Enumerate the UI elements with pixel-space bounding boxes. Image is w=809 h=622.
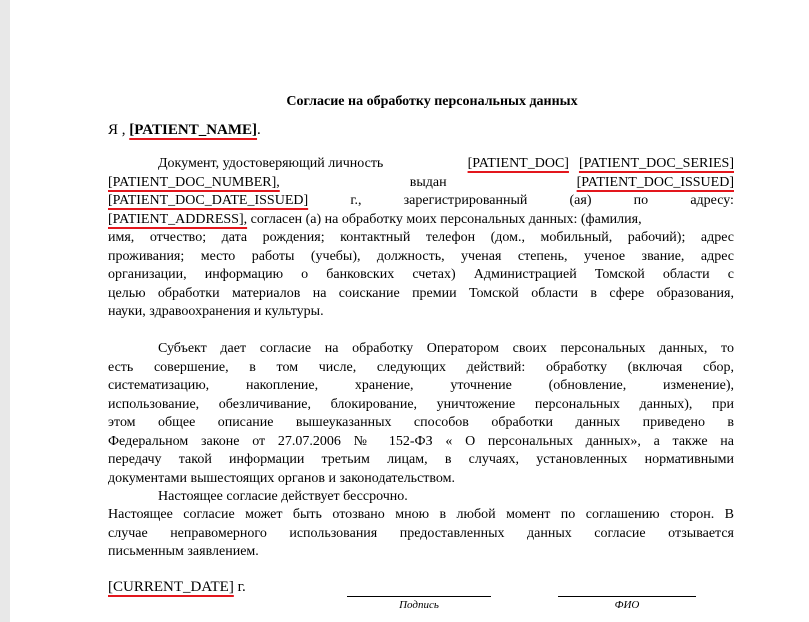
paragraph-identity xyxy=(108,155,734,322)
consent-text-start: согласен (а) на обработку моих персональных данных: (фамилия, xyxy=(247,211,642,227)
identity-rest-line: науки, здравоохранения и культуры. xyxy=(108,304,324,319)
footer-date xyxy=(108,578,308,597)
patient-doc-placeholder: [PATIENT_DOC] xyxy=(467,156,569,171)
identity-lead: Документ, удостоверяющий личность xyxy=(158,156,384,171)
identity-line-1 xyxy=(108,155,734,174)
patient-doc-issued-placeholder: [PATIENT_DOC_ISSUED] xyxy=(576,174,734,190)
identity-rest-line: проживания; место работы (учебы), должность, ученая степень, ученое звание, адрес xyxy=(108,248,734,264)
fio-line xyxy=(558,596,696,597)
signature-line xyxy=(347,596,491,597)
patient-doc-date-issued-placeholder: [PATIENT_DOC_DATE_ISSUED] xyxy=(108,193,309,208)
greeting-suffix: . xyxy=(257,122,261,138)
paragraph-revocation xyxy=(108,506,734,562)
identity-line-4 xyxy=(108,211,734,230)
registered-gender: (ая) xyxy=(569,193,592,208)
identity-rest-line: целью обработки материалов на соискание премии Томской области в сфере образования, xyxy=(108,285,734,301)
document-title: Согласие на обработку персональных данных xyxy=(286,94,578,109)
identity-line-3 xyxy=(108,192,734,211)
issued-word: выдан xyxy=(409,174,447,190)
current-date-placeholder: [CURRENT_DATE] xyxy=(108,579,234,595)
registered-address-word: адресу: xyxy=(690,193,734,208)
identity-line-2 xyxy=(108,174,734,193)
revocation-line: Настоящее согласие может быть отозвано мною в любой момент по соглашению сторон. В xyxy=(108,507,734,522)
identity-rest-line: имя, отчество; дата рождения; контактный телефон (дом., мобильный, рабочий); адрес xyxy=(108,230,734,245)
signature-caption: Подпись xyxy=(399,599,439,611)
processing-line: Федеральном законе от 27.07.2006 № 152-ФЗ « О персональных данных», а также на xyxy=(108,433,734,449)
identity-rest-line: организации, информацию о банковских счетах) Администрацией Томской области с xyxy=(108,267,734,282)
processing-line: систематизацию, накопление, хранение, уточнение (обновление, изменение), xyxy=(108,378,734,393)
paragraph-validity: Настоящее согласие действует бессрочно. xyxy=(158,489,408,504)
processing-line: этом общее описание вышеуказанных способов обработки данных приведено в xyxy=(108,415,734,430)
greeting-prefix: Я , xyxy=(108,122,130,138)
processing-line: документами вышестоящих органов и законодательством. xyxy=(108,470,456,486)
paragraph-processing xyxy=(108,340,734,488)
patient-doc-series-placeholder: [PATIENT_DOC_SERIES] xyxy=(578,156,734,171)
registered-word: зарегистрированный xyxy=(403,193,528,208)
greeting-line xyxy=(108,121,734,140)
patient-doc-number-placeholder: [PATIENT_DOC_NUMBER], xyxy=(108,174,280,190)
year-suffix: г., xyxy=(350,193,362,208)
patient-address-placeholder: [PATIENT_ADDRESS], xyxy=(108,211,248,227)
date-year-suffix: г. xyxy=(233,579,246,595)
processing-line: передачу такой информации третьим лицам, в случаях, установленных нормативными xyxy=(108,452,734,467)
revocation-line: письменным заявлением. xyxy=(108,544,259,559)
revocation-line: случае неправомерного использования предоставленных данных согласие отзывается xyxy=(108,525,734,541)
processing-line: есть совершение, в том числе, следующих действий: обработку (включая сбор, xyxy=(108,359,734,375)
registered-prep: по xyxy=(633,193,649,208)
processing-line: использование, обезличивание, блокирование, уничтожение персональных данных), при xyxy=(108,396,734,412)
fio-caption: ФИО xyxy=(614,599,640,611)
patient-name-placeholder: [PATIENT_NAME] xyxy=(129,122,258,138)
processing-line: Субъект дает согласие на обработку Оператором своих персональных данных, то xyxy=(158,341,734,356)
